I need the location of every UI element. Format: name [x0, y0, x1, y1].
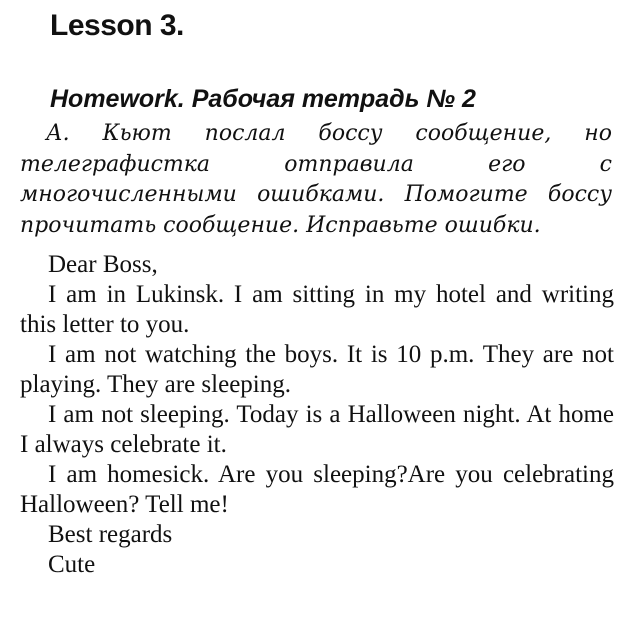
task-instructions: А. Кьют послал боссу сообщение, но телеграфистка отправила его с многочисленными ошибками. Помогите боссу прочитать сообщение. Исправьте ошибки.: [20, 121, 612, 238]
letter-signature: Cute: [48, 551, 96, 578]
letter-paragraph-4: I am homesick. Are you sleeping?Are you celebrating Halloween? Tell me!: [20, 461, 614, 518]
letter-closing: Best regards: [48, 521, 173, 548]
letter-paragraph-3: I am not sleeping. Today is a Halloween night. At home I always celebrate it.: [20, 401, 614, 458]
letter-greeting: Dear Boss,: [48, 251, 158, 278]
lesson-title: Lesson 3.: [50, 9, 184, 42]
homework-heading: Homework. Рабочая тетрадь № 2: [50, 85, 476, 113]
letter-body: [20, 250, 614, 580]
letter-paragraph-1: I am in Lukinsk. I am sitting in my hotel and writing this letter to you.: [20, 281, 614, 338]
letter-paragraph-2: I am not watching the boys. It is 10 p.m. They are not playing. They are sleeping.: [20, 341, 614, 398]
